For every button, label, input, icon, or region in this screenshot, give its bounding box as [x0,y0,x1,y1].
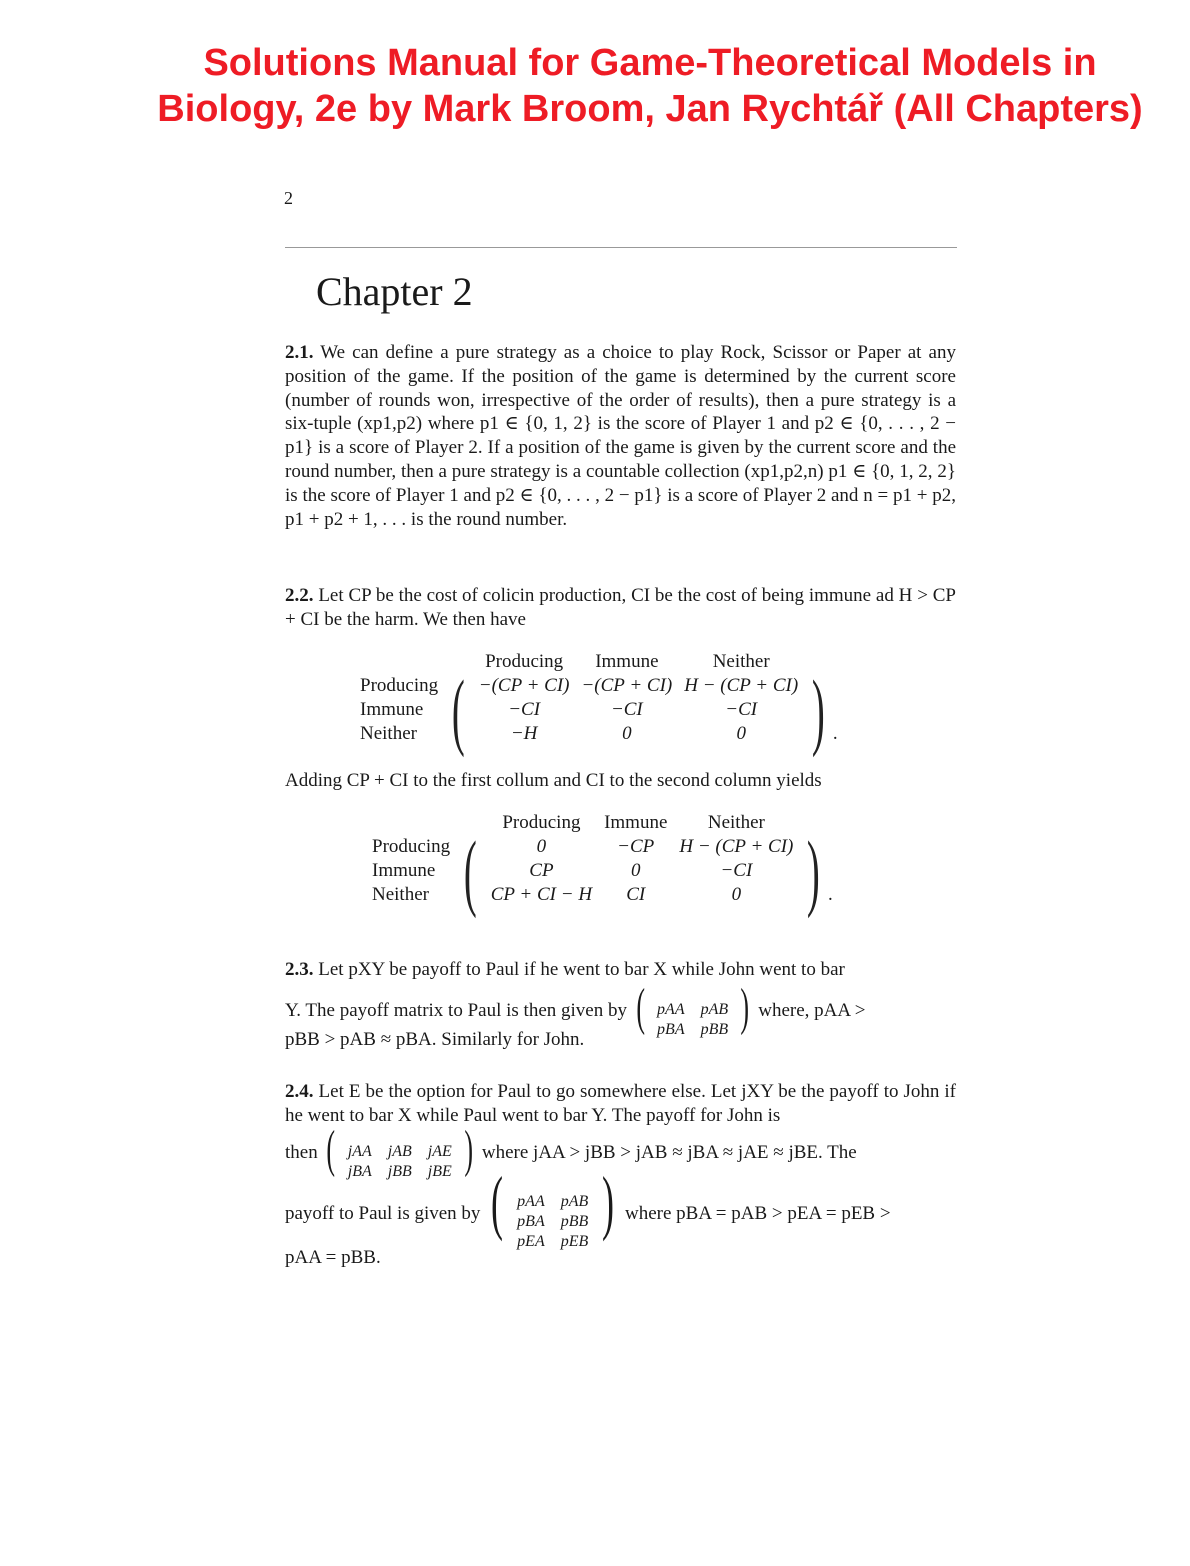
solution-text: then [285,1142,318,1164]
matrix-cell: −CI [725,699,758,720]
solution-text: Let pXY be payoff to Paul if he went to bar X while John went to bar [318,959,845,980]
matrix-cell: −CI [720,860,753,881]
matrix-col-header: Producing [502,812,581,833]
solution-2-3-line3: pBB > pAB ≈ pBA. Similarly for John. [285,1029,585,1050]
banner-title: Solutions Manual for Game-Theoretical Models in Biology, 2e by Mark Broom, Jan Rychtář (All Chapters) [157,42,1143,130]
matrix-cell: pAA [517,1192,545,1210]
matrix-row-label: Neither [372,884,429,905]
matrix-cell: 0 [630,860,641,881]
solution-text: Y. The payoff matrix to Paul is then given by [285,1000,627,1022]
solution-text: We can define a pure strategy as a choice to play Rock, Scissor or Paper at any position of the game. If the position of the game is determined by the current score (number of rounds won, irrespective of the order of results), then a pure strategy is a six-tuple (xp1,p2) where p1 ∈ {0, 1, 2} is the score of Player 1 and p2 ∈ {0, . . . , 2 − p1} is a score of Player 2. If a position of the game is given by the current score and the round number, then a pure strategy is a countable collection (xp1,p2,n) p1 ∈ {0, 1, 2, 2} is the score of Player 1 and p2 ∈ {0, . . . , 2 − p1} is a score of Player 2 and n = p1 + p2, p1 + p2 + 1, . . . is the round number. [285,342,956,530]
solution-2-4-last: pAA = pBB. [285,1247,381,1268]
inline-matrix-john: ( jAA jAB jAE jBA jBB jBE ) [326,1121,473,1180]
solution-label: 2.2. [285,585,314,606]
matrix-cell: 0 [736,723,746,744]
matrix-cell: pAB [700,1000,729,1018]
solution-text: where, pAA > [758,1000,866,1022]
matrix-row-label: Immune [360,699,424,720]
matrix-cell: −(CP + CI) [581,675,673,696]
solution-text: where jAA > jBB > jAB ≈ jBA ≈ jAE ≈ jBE. The [481,1142,857,1164]
matrix-cell: −CI [508,699,541,720]
matrix-cell: jBB [387,1162,412,1180]
solution-label: 2.1. [285,342,314,363]
matrix-col-header: Producing [485,651,564,672]
inline-matrix-paul-3x2: ( pAA pAB pBA pBB pEA pEB ) [491,1162,615,1250]
solution-2-2-mid: Adding CP + CI to the first collum and CI to the second column yields [285,770,822,791]
matrix-cell: H − (CP + CI) [679,836,794,857]
matrix-cell: pAA [657,1000,685,1018]
solution-text: Let E be the option for Paul to go somewhere else. Let jXY be the payoff to John if he went to bar X while Paul went to bar Y. The payoff for John is [285,1081,957,1126]
matrix-cell: pEA [517,1232,545,1250]
matrix-cell: −H [510,723,538,744]
matrix-cell: pBA [517,1212,545,1230]
matrix-cell: jAE [427,1142,452,1160]
solution-label: 2.4. [285,1081,314,1102]
matrix-cell: pBB [560,1212,589,1230]
matrix-cell: −CI [610,699,643,720]
matrix-row-label: Producing [372,836,451,857]
solution-2-1 [285,341,956,531]
solution-2-3 [285,958,956,982]
matrix-cell: jAA [347,1142,372,1160]
matrix-cell: pBA [657,1020,685,1038]
matrix-cell: 0 [536,836,547,857]
matrix-cell: jBA [347,1162,372,1180]
matrix-col-header: Neither [712,651,770,672]
payoff-matrix-1: Producing Immune Neither Producing ( −(CP + CI) −(CP + CI) H − (CP + CI) ) . Immune −CI −CI −CI Neither −H 0 0 [360,651,838,758]
matrix-col-header: Neither [707,812,765,833]
matrix-cell: −CP [617,836,655,857]
matrix-row-label: Producing [360,675,439,696]
matrix-row-label: Neither [360,723,417,744]
solution-text: where pBA = pAB > pEA = pEB > [625,1203,891,1225]
matrix-cell: CP [529,860,554,881]
inline-matrix-paul: ( pAA pAB pBA pBB ) [636,979,750,1038]
matrix-cell: jAB [387,1142,412,1160]
matrix-cell: H − (CP + CI) [684,675,799,696]
solution-label: 2.3. [285,959,314,980]
matrix-cell: pBB [700,1020,729,1038]
solution-2-4-john [285,1121,956,1182]
matrix-cell: jBE [427,1162,452,1180]
page-number: 2 [284,188,293,208]
matrix-cell: pAB [560,1192,589,1210]
matrix-col-header: Immune [604,812,668,833]
solution-text: Let CP be the cost of colicin production, CI be the cost of being immune ad H > CP + CI be the harm. We then have [285,585,957,630]
solution-2-4 [285,1080,956,1128]
matrix-cell: pEB [560,1232,589,1250]
matrix-cell: −(CP + CI) [478,675,570,696]
payoff-matrix-2: Producing Immune Neither Producing ( 0 −CP H − (CP + CI) ) . Immune CP 0 −CI Neither CP + CI − H CI 0 [372,812,833,919]
matrix-cell: 0 [622,723,632,744]
header-rule [285,247,957,248]
matrix-cell: 0 [731,884,742,905]
solution-text: payoff to Paul is given by [285,1203,481,1225]
matrix-col-header: Immune [595,651,659,672]
chapter-title: Chapter 2 [316,269,473,314]
solution-2-2 [285,584,956,632]
matrix-cell: CP + CI − H [490,884,593,905]
matrix-row-label: Immune [372,860,436,881]
matrix-cell: CI [626,884,646,905]
